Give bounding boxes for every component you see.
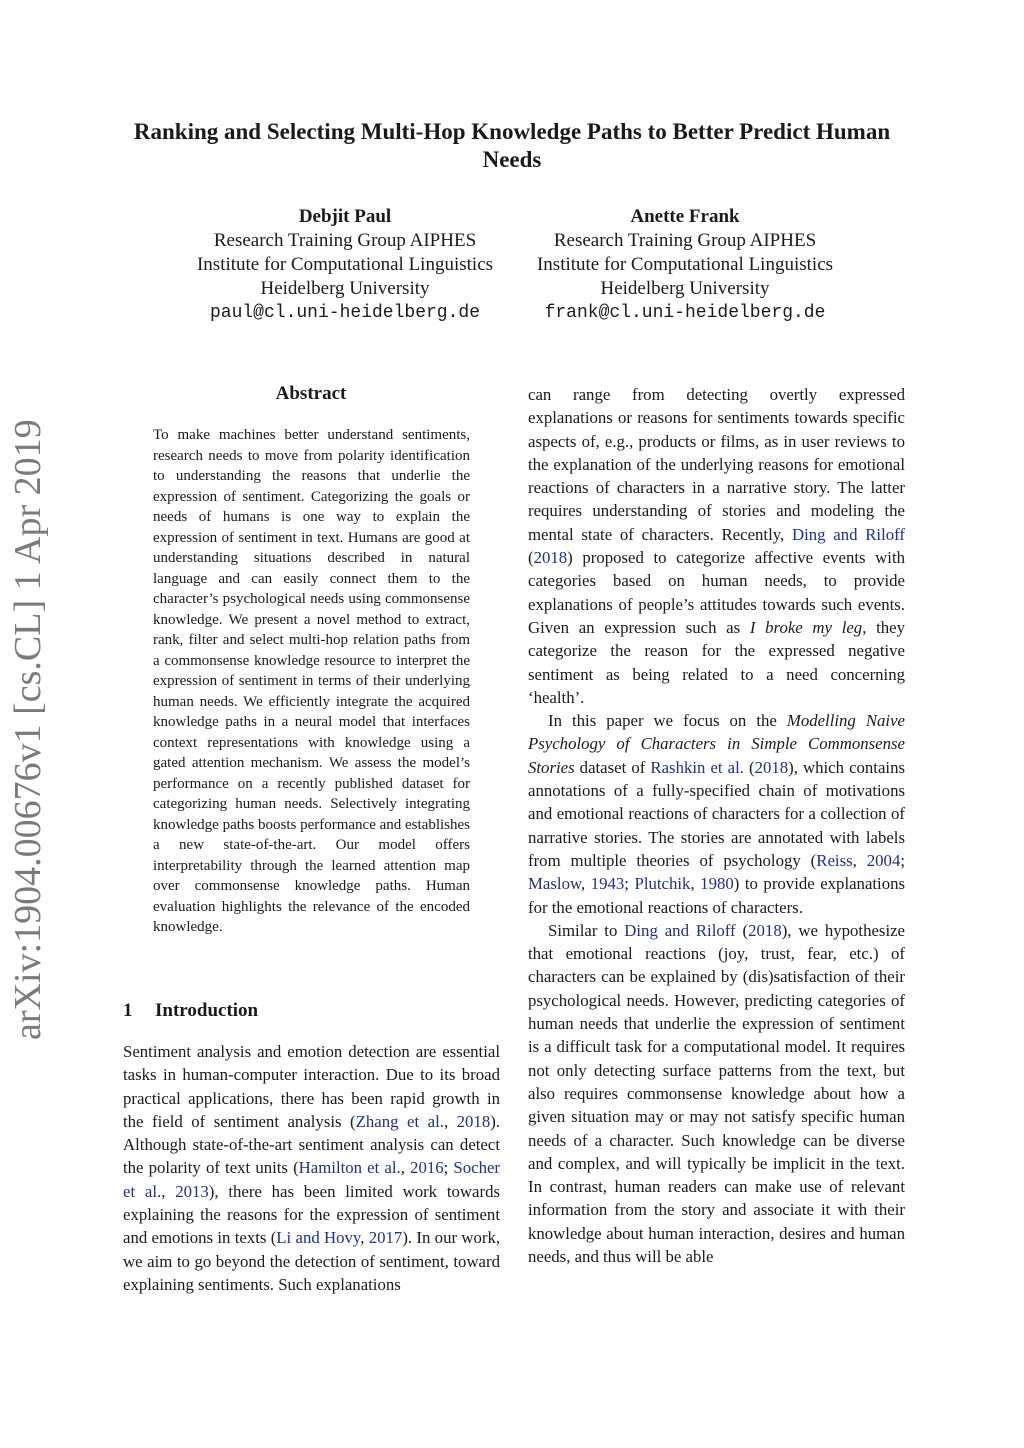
text-run: , <box>400 1158 411 1178</box>
citation-link[interactable]: Plutchik <box>634 874 691 894</box>
abstract-heading: Abstract <box>275 383 347 404</box>
text-run: ), which contains annotations of a fully-specified chain of motivations and emotional reactions of characters for a collection of narrative stories. The stories are annotated with labels from multiple theories of psychology ( <box>528 757 905 870</box>
intro-paragraph <box>528 383 905 709</box>
text-run: , <box>690 874 701 894</box>
intro-paragraph <box>123 1040 500 1296</box>
citation-link[interactable]: Li and Hovy <box>276 1228 361 1248</box>
citation-link[interactable]: Hamilton et al. <box>298 1158 401 1178</box>
emphasis-text: Modelling Naive Psychology of Characters in Simple Commonsense Stories <box>528 711 905 777</box>
author-block-1 <box>170 205 520 325</box>
text-run: , <box>360 1228 369 1248</box>
text-run: ( <box>735 920 749 940</box>
text-run: ; <box>624 874 635 894</box>
author-affiliation: Institute for Computational Linguistics <box>536 254 834 275</box>
author-affiliation: Heidelberg University <box>600 278 770 299</box>
citation-link[interactable]: 1980 <box>700 874 734 894</box>
citation-link[interactable]: 2018 <box>754 757 789 777</box>
author-affiliation: Institute for Computational Linguistics <box>196 254 494 275</box>
paper-title: Ranking and Selecting Multi-Hop Knowledge Paths to Better Predict Human Needs <box>133 119 891 172</box>
text-run: can range from detecting overtly expressed explanations or reasons for sentiments towards specific aspects of, e.g., products or films, as in user reviews to the explanation of the underlying reasons for emotional reactions of characters in a narrative story. The latter requires understanding of stories and modeling the mental state of characters. Recently, <box>528 385 905 544</box>
intro-right-column <box>528 383 905 1268</box>
citation-link[interactable]: 2013 <box>175 1181 209 1201</box>
citation-link[interactable]: Rashkin et al. <box>650 757 744 777</box>
author-affiliation: Heidelberg University <box>260 278 430 299</box>
text-run: ) proposed to categorize affective events with categories based on human needs, to provide explanations of people’s attitudes towards such events. Given an expression such as <box>528 548 905 637</box>
citation-link[interactable]: 1943 <box>590 874 625 894</box>
intro-paragraph <box>528 919 905 1268</box>
author-affiliation: Research Training Group AIPHES <box>213 230 477 251</box>
author-email[interactable]: frank@cl.uni-heidelberg.de <box>544 303 826 323</box>
text-run: ) to provide explanations for the emotional reactions of characters. <box>528 874 906 917</box>
citation-link[interactable]: Reiss <box>816 850 853 870</box>
author-name: Debjit Paul <box>298 206 392 227</box>
text-run: , <box>443 1111 457 1131</box>
text-run: ( <box>528 548 534 568</box>
citation-link[interactable]: Ding and Riloff <box>624 920 736 940</box>
section-heading <box>123 1000 258 1022</box>
text-run: , <box>580 874 591 894</box>
citation-link[interactable]: 2018 <box>748 920 782 940</box>
text-run: , <box>852 850 867 870</box>
text-run: Sentiment analysis and emotion detection are essential tasks in human-computer interaction. Due to its broad practical applications, there has been rapid growth in the field of sentiment analysis ( <box>123 1042 500 1131</box>
text-run: ; <box>900 850 905 870</box>
author-block-2 <box>510 205 860 325</box>
author-email[interactable]: paul@cl.uni-heidelberg.de <box>209 303 481 323</box>
text-run: , <box>161 1181 176 1201</box>
citation-link[interactable]: Socher et al. <box>123 1158 501 1201</box>
text-run: In this paper we focus on the <box>548 711 787 731</box>
text-run: ), we hypothesize that emotional reactions (joy, trust, fear, etc.) of characters can be explained by (dis)satisfaction of their psychological needs. However, predicting categories of human needs that underlie the expression of sentiment is a difficult task for a computational model. It requires not only detecting surface patterns from the text, but also requires commonsense knowledge about how a given situation may or may not satisfy specific human needs of a character. Such knowledge can be diverse and complex, and will typically be implicit in the text. In contrast, human readers can make use of relevant information from the story and associate it with their knowledge about human interaction, desires and human needs, and thus will be able <box>528 920 905 1266</box>
author-name: Anette Frank <box>630 206 740 227</box>
citation-link[interactable]: Ding and Riloff <box>791 524 905 544</box>
text-run: dataset of <box>574 757 651 777</box>
author-affiliation: Research Training Group AIPHES <box>553 230 817 251</box>
citation-link[interactable]: 2004 <box>866 850 901 870</box>
text-run: ), there has been limited work towards explaining the reasons for the expression of sentiment and emotions in texts ( <box>123 1181 500 1248</box>
intro-paragraph <box>528 709 905 919</box>
citation-link[interactable]: Maslow <box>528 874 581 894</box>
citation-link[interactable]: 2018 <box>533 548 568 568</box>
arxiv-stamp: arXiv:1904.00676v1 [cs.CL] 1 Apr 2019 <box>7 419 49 1040</box>
citation-link[interactable]: Zhang et al. <box>355 1111 444 1131</box>
abstract-text: To make machines better understand sentiments, research needs to move from polarity identification to understanding the reasons that underlie the expression of sentiment. Categorizing the goals or needs of humans is one way to explain the expression of sentiment in text. Humans are good at understanding situations described in natural language and can easily connect them to the character’s psychological needs using commonsense knowledge. We present a novel method to extract, rank, filter and select multi-hop relation paths from a commonsense knowledge resource to interpret the expression of sentiment in terms of their underlying human needs. We efficiently integrate the acquired knowledge paths in a neural model that interfaces context representations with knowledge using a gated attention mechanism. We assess the model’s performance on a recently published dataset for categorizing human needs. Selectively integrating knowledge paths boosts performance and establishes a new state-of-the-art. Our model offers interpretability through the learned attention map over commonsense knowledge paths. Human evaluation highlights the relevance of the encoded knowledge. <box>153 427 470 935</box>
text-run: , they categorize the reason for the expressed negative sentiment as being related to a need concerning ‘health’. <box>528 617 905 707</box>
citation-link[interactable]: 2018 <box>456 1111 491 1131</box>
section-number: 1 <box>123 1000 133 1021</box>
emphasis-text: I broke my leg <box>749 617 863 637</box>
citation-link[interactable]: 2017 <box>368 1228 403 1248</box>
text-run: ). In our work, we aim to go beyond the detection of sentiment, toward explaining sentiments. Such explanations <box>123 1228 501 1294</box>
citation-link[interactable]: 2016 <box>410 1158 444 1178</box>
text-run: ; <box>443 1158 454 1178</box>
text-run: ( <box>743 757 755 777</box>
text-run: ). Although state-of-the-art sentiment analysis can detect the polarity of text units ( <box>123 1111 500 1178</box>
intro-left-column <box>123 1040 500 1296</box>
section-title: Introduction <box>155 1000 259 1021</box>
text-run: Similar to <box>548 920 625 940</box>
